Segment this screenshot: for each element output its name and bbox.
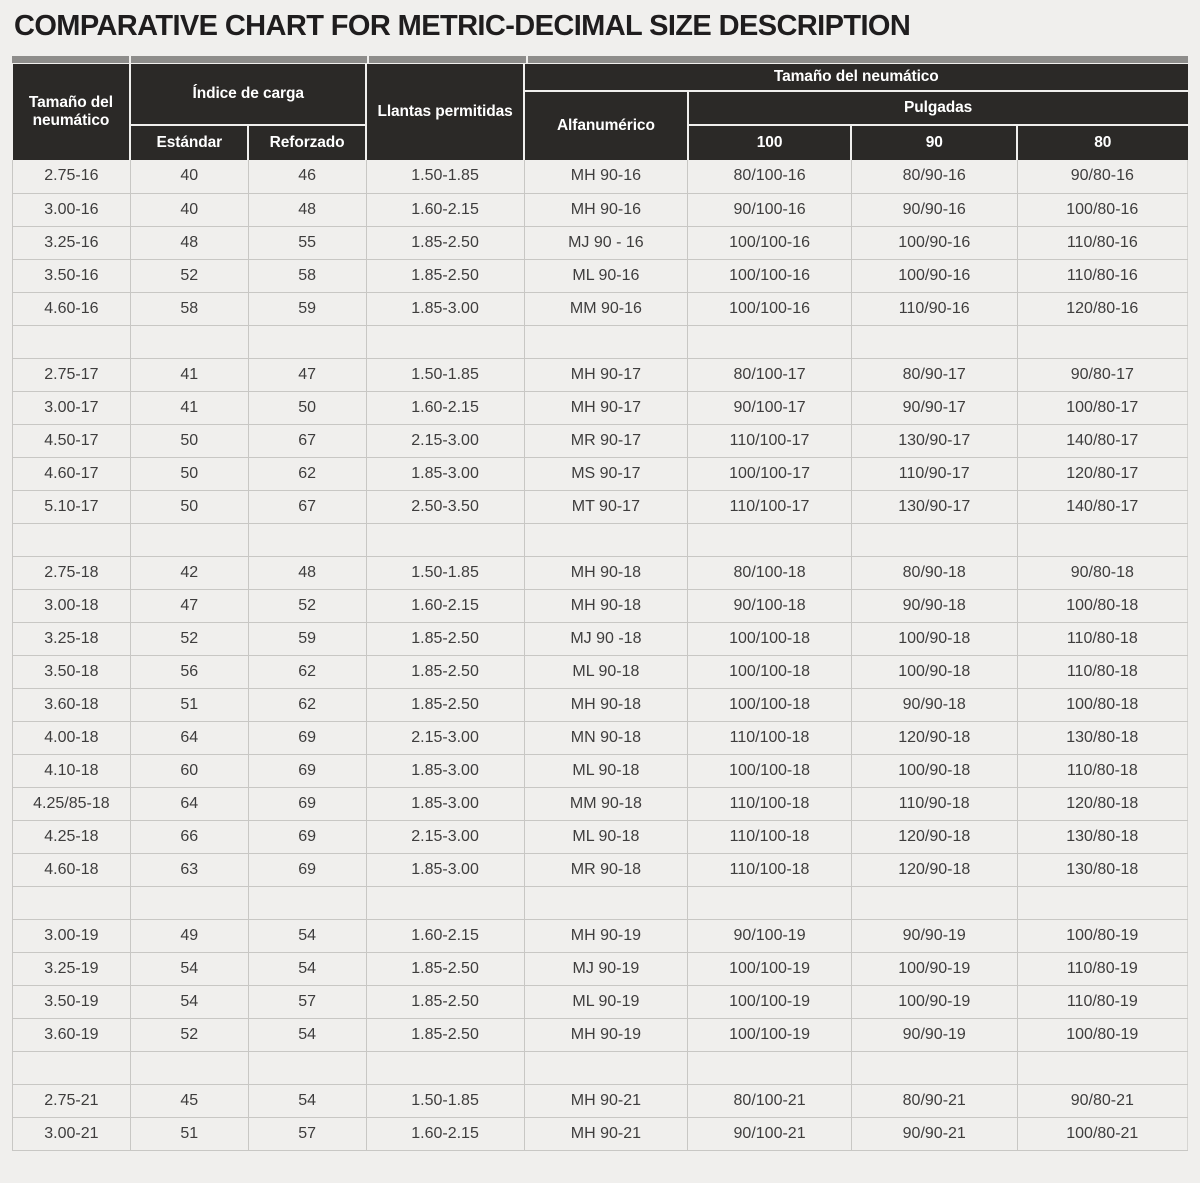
cell: 52 — [248, 589, 366, 622]
separator-cell — [524, 523, 688, 556]
cell: 67 — [248, 490, 366, 523]
table-row — [13, 952, 1188, 985]
strip-segment — [12, 56, 129, 63]
cell: 100/100-18 — [688, 622, 852, 655]
table-row — [13, 424, 1188, 457]
cell: 90/80-21 — [1017, 1084, 1187, 1117]
cell: 1.60-2.15 — [366, 391, 524, 424]
cell: 80/90-21 — [851, 1084, 1017, 1117]
strip-segment — [369, 56, 526, 63]
cell: 47 — [130, 589, 248, 622]
cell: 59 — [248, 292, 366, 325]
cell: 100/80-18 — [1017, 688, 1187, 721]
cell: 1.85-2.50 — [366, 259, 524, 292]
separator-cell — [248, 1051, 366, 1084]
cell: 100/80-19 — [1017, 1018, 1187, 1051]
cell: 51 — [130, 1117, 248, 1150]
header-tire-size-right: Tamaño del neumático — [524, 64, 1187, 91]
cell: 50 — [248, 391, 366, 424]
cell: 100/100-17 — [688, 457, 852, 490]
cell: 120/90-18 — [851, 853, 1017, 886]
cell: 110/80-18 — [1017, 655, 1187, 688]
cell: 100/80-21 — [1017, 1117, 1187, 1150]
cell: 110/100-18 — [688, 853, 852, 886]
cell: 80/90-18 — [851, 556, 1017, 589]
cell: 1.50-1.85 — [366, 358, 524, 391]
cell: 100/100-16 — [688, 226, 852, 259]
cell: 90/90-18 — [851, 589, 1017, 622]
cell: 1.85-3.00 — [366, 292, 524, 325]
cell: 2.50-3.50 — [366, 490, 524, 523]
cell: 100/100-16 — [688, 259, 852, 292]
cell: 69 — [248, 754, 366, 787]
cell: 4.60-17 — [13, 457, 131, 490]
table-row — [13, 589, 1188, 622]
cell: 3.25-19 — [13, 952, 131, 985]
header-inch-90: 90 — [851, 125, 1017, 160]
cell: 100/100-19 — [688, 952, 852, 985]
cell: 50 — [130, 457, 248, 490]
separator-cell — [130, 523, 248, 556]
cell: 90/100-21 — [688, 1117, 852, 1150]
table-row — [13, 688, 1188, 721]
cell: 90/90-19 — [851, 1018, 1017, 1051]
table-row — [13, 787, 1188, 820]
cell: 52 — [130, 1018, 248, 1051]
cell: 60 — [130, 754, 248, 787]
cell: 90/90-16 — [851, 193, 1017, 226]
cell: 4.00-18 — [13, 721, 131, 754]
cell: 50 — [130, 490, 248, 523]
cell: 48 — [248, 556, 366, 589]
cell: 90/90-21 — [851, 1117, 1017, 1150]
cell: 46 — [248, 160, 366, 193]
cell: 1.60-2.15 — [366, 589, 524, 622]
cell: 2.75-16 — [13, 160, 131, 193]
cell: 100/80-17 — [1017, 391, 1187, 424]
cell: MM 90-16 — [524, 292, 688, 325]
strip-segment — [528, 56, 1188, 63]
cell: 3.60-19 — [13, 1018, 131, 1051]
cell: 100/100-19 — [688, 985, 852, 1018]
cell: 1.85-2.50 — [366, 952, 524, 985]
separator-cell — [13, 886, 131, 919]
cell: ML 90-19 — [524, 985, 688, 1018]
cell: 90/90-18 — [851, 688, 1017, 721]
cell: 80/100-21 — [688, 1084, 852, 1117]
cell: 3.25-16 — [13, 226, 131, 259]
cell: 2.75-17 — [13, 358, 131, 391]
cell: 2.75-21 — [13, 1084, 131, 1117]
cell: 66 — [130, 820, 248, 853]
separator-cell — [688, 886, 852, 919]
separator-cell — [248, 886, 366, 919]
cell: 54 — [130, 952, 248, 985]
separator-cell — [130, 1051, 248, 1084]
cell: 110/100-18 — [688, 820, 852, 853]
separator-cell — [688, 523, 852, 556]
cell: 3.00-16 — [13, 193, 131, 226]
cell: 100/90-18 — [851, 655, 1017, 688]
table-row — [13, 259, 1188, 292]
cell: 100/90-18 — [851, 754, 1017, 787]
cell: 1.60-2.15 — [366, 919, 524, 952]
cell: 90/90-17 — [851, 391, 1017, 424]
cell: 80/90-16 — [851, 160, 1017, 193]
strip-segment — [131, 56, 367, 63]
cell: 50 — [130, 424, 248, 457]
cell: 90/80-17 — [1017, 358, 1187, 391]
cell: MH 90-18 — [524, 688, 688, 721]
cell: 100/80-18 — [1017, 589, 1187, 622]
cell: 130/90-17 — [851, 490, 1017, 523]
header-inch-100: 100 — [688, 125, 852, 160]
cell: 1.85-2.50 — [366, 688, 524, 721]
separator-cell — [13, 1051, 131, 1084]
table-row — [13, 985, 1188, 1018]
table-row — [13, 193, 1188, 226]
cell: 1.60-2.15 — [366, 193, 524, 226]
cell: MH 90-19 — [524, 1018, 688, 1051]
table-row — [13, 391, 1188, 424]
cell: 40 — [130, 193, 248, 226]
separator-cell — [851, 1051, 1017, 1084]
page-title: COMPARATIVE CHART FOR METRIC-DECIMAL SIZE DESCRIPTION — [14, 10, 911, 42]
cell: 90/100-19 — [688, 919, 852, 952]
cell: ML 90-18 — [524, 820, 688, 853]
cell: 4.50-17 — [13, 424, 131, 457]
cell: 3.50-16 — [13, 259, 131, 292]
cell: 58 — [130, 292, 248, 325]
cell: MR 90-17 — [524, 424, 688, 457]
cell: 59 — [248, 622, 366, 655]
cell: MH 90-18 — [524, 589, 688, 622]
cell: 69 — [248, 853, 366, 886]
separator-cell — [248, 523, 366, 556]
cell: 90/80-18 — [1017, 556, 1187, 589]
cell: 80/100-17 — [688, 358, 852, 391]
cell: 130/90-17 — [851, 424, 1017, 457]
cell: 57 — [248, 1117, 366, 1150]
comparison-table — [12, 64, 1188, 1151]
cell: 120/80-17 — [1017, 457, 1187, 490]
cell: 100/90-16 — [851, 226, 1017, 259]
separator-cell — [524, 1051, 688, 1084]
cell: 3.25-18 — [13, 622, 131, 655]
cell: 2.15-3.00 — [366, 424, 524, 457]
cell: 1.85-3.00 — [366, 853, 524, 886]
cell: 48 — [130, 226, 248, 259]
table-row — [13, 1117, 1188, 1150]
cell: 1.85-2.50 — [366, 622, 524, 655]
table-header — [13, 64, 1188, 160]
cell: MJ 90-19 — [524, 952, 688, 985]
cell: 100/90-19 — [851, 985, 1017, 1018]
cell: 90/100-17 — [688, 391, 852, 424]
cell: 90/100-16 — [688, 193, 852, 226]
table-row — [13, 919, 1188, 952]
cell: 3.00-21 — [13, 1117, 131, 1150]
cell: 140/80-17 — [1017, 490, 1187, 523]
table-row — [13, 490, 1188, 523]
cell: 80/90-17 — [851, 358, 1017, 391]
cell: MJ 90 - 16 — [524, 226, 688, 259]
table-row — [13, 754, 1188, 787]
cell: 54 — [248, 919, 366, 952]
cell: 110/80-18 — [1017, 622, 1187, 655]
separator-row — [13, 523, 1188, 556]
cell: MH 90-18 — [524, 556, 688, 589]
table-row — [13, 622, 1188, 655]
separator-cell — [1017, 1051, 1187, 1084]
table-row — [13, 556, 1188, 589]
cell: 64 — [130, 721, 248, 754]
cell: 52 — [130, 259, 248, 292]
table-body — [13, 160, 1188, 1150]
cell: 100/80-19 — [1017, 919, 1187, 952]
cell: 55 — [248, 226, 366, 259]
cell: 80/100-16 — [688, 160, 852, 193]
cell: 100/100-16 — [688, 292, 852, 325]
separator-cell — [524, 886, 688, 919]
separator-cell — [13, 325, 131, 358]
cell: 130/80-18 — [1017, 820, 1187, 853]
cell: 120/80-18 — [1017, 787, 1187, 820]
cell: 4.25-18 — [13, 820, 131, 853]
cell: 140/80-17 — [1017, 424, 1187, 457]
cell: 110/100-18 — [688, 787, 852, 820]
cell: 42 — [130, 556, 248, 589]
cell: 80/100-18 — [688, 556, 852, 589]
cell: MM 90-18 — [524, 787, 688, 820]
cell: 110/80-18 — [1017, 754, 1187, 787]
cell: 1.85-2.50 — [366, 655, 524, 688]
cell: 4.10-18 — [13, 754, 131, 787]
cell: 5.10-17 — [13, 490, 131, 523]
cell: 54 — [130, 985, 248, 1018]
cell: 2.15-3.00 — [366, 820, 524, 853]
table-row — [13, 1084, 1188, 1117]
separator-cell — [130, 325, 248, 358]
cell: 51 — [130, 688, 248, 721]
header-tire-size-metric: Tamaño del neumático — [13, 64, 131, 160]
cell: 100/100-19 — [688, 1018, 852, 1051]
cell: MN 90-18 — [524, 721, 688, 754]
cell: MH 90-17 — [524, 358, 688, 391]
cell: 41 — [130, 358, 248, 391]
separator-cell — [366, 1051, 524, 1084]
cell: 3.00-19 — [13, 919, 131, 952]
separator-cell — [366, 523, 524, 556]
cell: 90/80-16 — [1017, 160, 1187, 193]
cell: 1.60-2.15 — [366, 1117, 524, 1150]
cell: MJ 90 -18 — [524, 622, 688, 655]
table-row — [13, 853, 1188, 886]
cell: MH 90-21 — [524, 1117, 688, 1150]
cell: 100/90-16 — [851, 259, 1017, 292]
table-row — [13, 160, 1188, 193]
cell: 3.50-19 — [13, 985, 131, 1018]
cell: MH 90-16 — [524, 193, 688, 226]
cell: 69 — [248, 721, 366, 754]
cell: 90/100-18 — [688, 589, 852, 622]
header-reinforced: Reforzado — [248, 125, 366, 160]
cell: ML 90-18 — [524, 655, 688, 688]
cell: MH 90-16 — [524, 160, 688, 193]
cell: 1.50-1.85 — [366, 556, 524, 589]
cell: MT 90-17 — [524, 490, 688, 523]
cell: 110/80-19 — [1017, 952, 1187, 985]
separator-row — [13, 1051, 1188, 1084]
separator-cell — [130, 886, 248, 919]
cell: MH 90-17 — [524, 391, 688, 424]
cell: 1.85-2.50 — [366, 985, 524, 1018]
cell: 54 — [248, 1018, 366, 1051]
cell: 100/100-18 — [688, 688, 852, 721]
cell: 90/90-19 — [851, 919, 1017, 952]
table-row — [13, 1018, 1188, 1051]
cell: 110/90-18 — [851, 787, 1017, 820]
cell: 130/80-18 — [1017, 853, 1187, 886]
cell: 120/80-16 — [1017, 292, 1187, 325]
cell: 69 — [248, 820, 366, 853]
separator-cell — [524, 325, 688, 358]
cell: 2.15-3.00 — [366, 721, 524, 754]
cell: ML 90-18 — [524, 754, 688, 787]
cell: 1.50-1.85 — [366, 1084, 524, 1117]
cell: 110/80-16 — [1017, 259, 1187, 292]
cell: 110/100-18 — [688, 721, 852, 754]
cell: 120/90-18 — [851, 721, 1017, 754]
cell: 1.85-3.00 — [366, 787, 524, 820]
separator-cell — [1017, 886, 1187, 919]
cell: 63 — [130, 853, 248, 886]
table-row — [13, 820, 1188, 853]
cell: 62 — [248, 688, 366, 721]
separator-cell — [248, 325, 366, 358]
cell: 100/100-18 — [688, 655, 852, 688]
cell: 57 — [248, 985, 366, 1018]
cell: 4.25/85-18 — [13, 787, 131, 820]
cell: 1.50-1.85 — [366, 160, 524, 193]
cell: 2.75-18 — [13, 556, 131, 589]
header-alphanumeric: Alfanumérico — [524, 91, 688, 160]
cell: 54 — [248, 1084, 366, 1117]
cell: 48 — [248, 193, 366, 226]
cell: 110/100-17 — [688, 490, 852, 523]
cell: 1.85-2.50 — [366, 226, 524, 259]
table-row — [13, 358, 1188, 391]
cell: 100/90-18 — [851, 622, 1017, 655]
separator-cell — [851, 325, 1017, 358]
separator-cell — [688, 325, 852, 358]
separator-cell — [366, 886, 524, 919]
header-standard: Estándar — [130, 125, 248, 160]
cell: 4.60-16 — [13, 292, 131, 325]
table-row — [13, 457, 1188, 490]
cell: 3.00-17 — [13, 391, 131, 424]
cell: 45 — [130, 1084, 248, 1117]
cell: 120/90-18 — [851, 820, 1017, 853]
cell: 62 — [248, 457, 366, 490]
table-row — [13, 721, 1188, 754]
cell: 4.60-18 — [13, 853, 131, 886]
cell: 110/90-16 — [851, 292, 1017, 325]
cell: 52 — [130, 622, 248, 655]
header-permitted-rims: Llantas permitidas — [366, 64, 524, 160]
separator-cell — [366, 325, 524, 358]
cell: 100/80-16 — [1017, 193, 1187, 226]
cell: MH 90-19 — [524, 919, 688, 952]
cell: 100/90-19 — [851, 952, 1017, 985]
cell: 100/100-18 — [688, 754, 852, 787]
cell: 110/90-17 — [851, 457, 1017, 490]
cell: 3.50-18 — [13, 655, 131, 688]
separator-row — [13, 325, 1188, 358]
cell: 58 — [248, 259, 366, 292]
cell: MR 90-18 — [524, 853, 688, 886]
table-row — [13, 292, 1188, 325]
cell: ML 90-16 — [524, 259, 688, 292]
cell: MS 90-17 — [524, 457, 688, 490]
cell: MH 90-21 — [524, 1084, 688, 1117]
cell: 69 — [248, 787, 366, 820]
table-row — [13, 655, 1188, 688]
cell: 3.00-18 — [13, 589, 131, 622]
cell: 62 — [248, 655, 366, 688]
cell: 110/80-19 — [1017, 985, 1187, 1018]
cell: 110/80-16 — [1017, 226, 1187, 259]
cell: 64 — [130, 787, 248, 820]
cell: 40 — [130, 160, 248, 193]
cell: 56 — [130, 655, 248, 688]
cell: 1.85-3.00 — [366, 754, 524, 787]
cell: 47 — [248, 358, 366, 391]
header-inch-80: 80 — [1017, 125, 1187, 160]
header-inches: Pulgadas — [688, 91, 1188, 125]
cell: 130/80-18 — [1017, 721, 1187, 754]
separator-cell — [1017, 325, 1187, 358]
separator-cell — [688, 1051, 852, 1084]
cell: 49 — [130, 919, 248, 952]
separator-cell — [851, 886, 1017, 919]
cell: 1.85-2.50 — [366, 1018, 524, 1051]
cell: 3.60-18 — [13, 688, 131, 721]
cell: 54 — [248, 952, 366, 985]
header-top-strip — [12, 56, 1188, 63]
cell: 110/100-17 — [688, 424, 852, 457]
cell: 67 — [248, 424, 366, 457]
separator-cell — [1017, 523, 1187, 556]
cell: 1.85-3.00 — [366, 457, 524, 490]
cell: 41 — [130, 391, 248, 424]
header-load-index: Índice de carga — [130, 64, 366, 125]
separator-row — [13, 886, 1188, 919]
header-row — [13, 64, 1188, 91]
separator-cell — [851, 523, 1017, 556]
separator-cell — [13, 523, 131, 556]
table-row — [13, 226, 1188, 259]
